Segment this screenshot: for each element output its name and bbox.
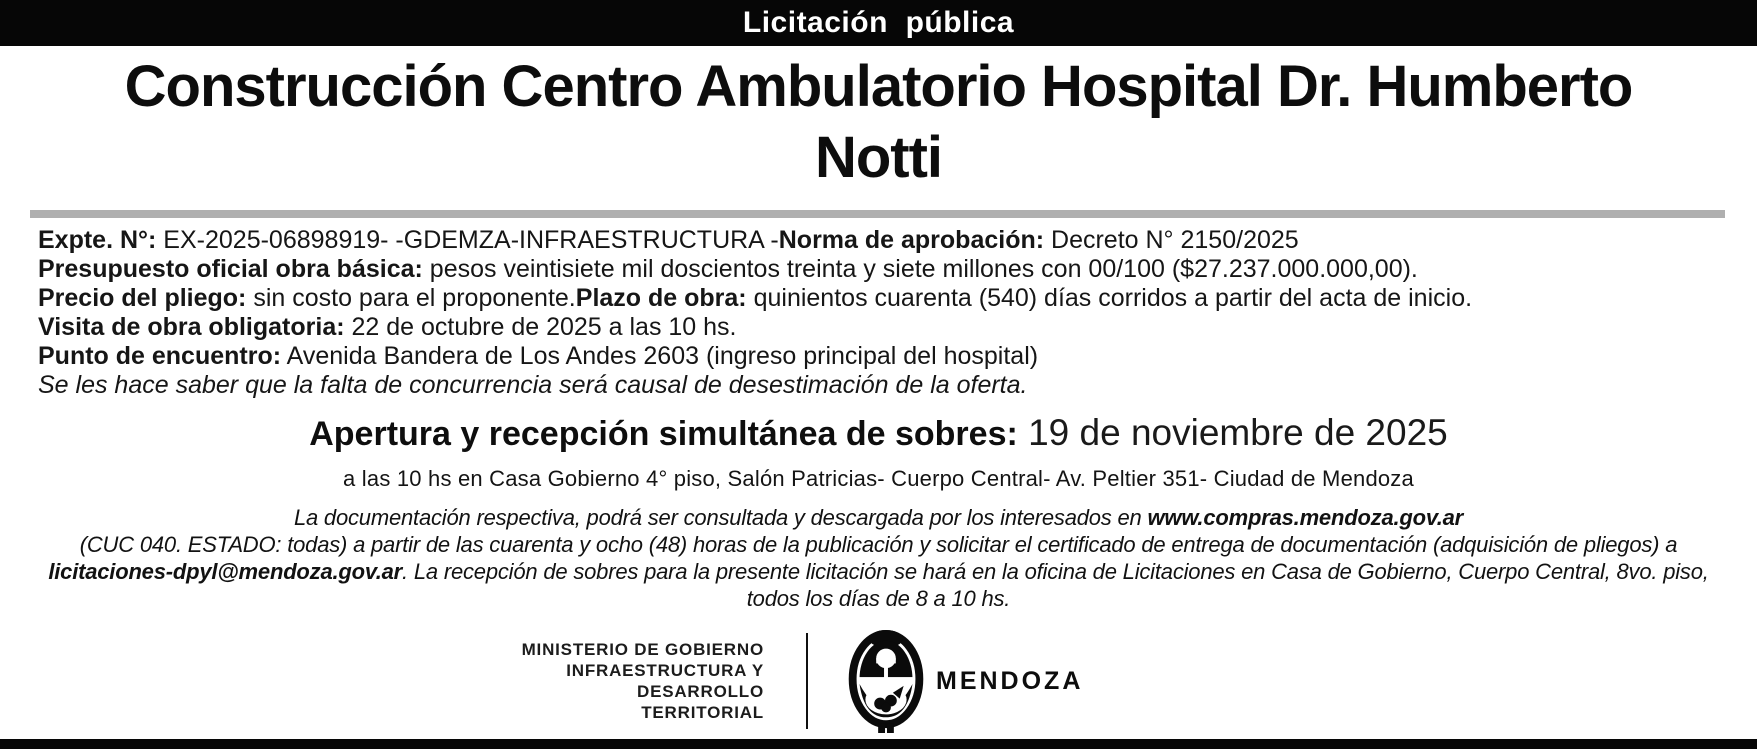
ministry-line-1: MINISTERIO DE GOBIERNO — [521, 640, 764, 659]
aviso-line: Se les hace saber que la falta de concurrencia será causal de desestimación de la oferta. — [38, 370, 1028, 399]
legal-line-4: todos los días de 8 a 10 hs. — [746, 585, 1011, 611]
website-text: www.compras.mendoza.gov.ar — [1147, 504, 1464, 530]
ministry-line-2: INFRAESTRUCTURA Y — [566, 661, 764, 680]
punto-line — [38, 342, 1727, 371]
page-title: Construcción Centro Ambulatorio Hospital Dr. Humberto Notti — [124, 54, 1633, 190]
precio-plazo-line — [38, 284, 1727, 313]
norma-value: Decreto N° 2150/2025 — [1044, 225, 1299, 254]
punto-label: Punto de encuentro: — [38, 341, 282, 370]
legal-line-1 — [0, 504, 1757, 531]
legal-text-1: La documentación respectiva, podrá ser consultada y descargada por los interesados en — [293, 504, 1148, 530]
mendoza-crest-icon — [846, 629, 926, 733]
plazo-value: quinientos cuarenta (540) días corridos a partir del acta de inicio. — [746, 283, 1473, 312]
mendoza-wordmark: MENDOZA — [936, 666, 1084, 695]
opening-date: 19 de noviembre de 2025 — [1017, 411, 1448, 453]
precio-label: Precio del pliego: — [38, 283, 247, 312]
opening-label: Apertura y recepción simultánea de sobres: — [309, 414, 1018, 453]
details-section — [38, 226, 1727, 400]
visita-label: Visita de obra obligatoria: — [38, 312, 345, 341]
footer — [0, 628, 1757, 734]
legal-paragraph — [0, 504, 1757, 612]
banner-label: Licitación pública — [742, 6, 1015, 39]
presupuesto-line — [38, 255, 1727, 284]
legal-line-3 — [0, 558, 1757, 585]
punto-value: Avenida Bandera de Los Andes 2603 (ingreso principal del hospital) — [281, 341, 1039, 370]
visita-value: 22 de octubre de 2025 a las 10 hs. — [344, 312, 737, 341]
expte-label: Expte. N°: — [38, 225, 157, 254]
legal-text-3: . La recepción de sobres para la presente licitación se hará en la oficina de Licitaciones en Casa de Gobierno, Cuerpo Central, 8vo. piso, — [402, 558, 1709, 584]
opening-heading — [0, 410, 1757, 464]
ministry-line-3: DESARROLLO TERRITORIAL — [637, 682, 764, 722]
visita-line — [38, 313, 1727, 342]
bottom-bar — [0, 739, 1757, 749]
divider-rule — [30, 210, 1725, 218]
presupuesto-label: Presupuesto oficial obra básica: — [38, 254, 423, 283]
category-banner — [0, 0, 1757, 46]
email-text: licitaciones-dpyl@mendoza.gov.ar — [48, 558, 403, 584]
expte-line — [38, 226, 1727, 255]
expte-value: EX-2025-06898919- -GDEMZA-INFRAESTRUCTURA - — [156, 225, 779, 254]
plazo-label: Plazo de obra: — [575, 283, 747, 312]
opening-location: a las 10 hs en Casa Gobierno 4° piso, Salón Patricias- Cuerpo Central- Av. Peltier 351- Ciudad de Mendoza — [343, 465, 1414, 491]
norma-label: Norma de aprobación: — [778, 225, 1045, 254]
ministry-name — [520, 639, 764, 723]
precio-value: sin costo para el proponente. — [246, 283, 576, 312]
footer-divider — [806, 633, 808, 729]
presupuesto-value: pesos veintisiete mil doscientos treinta y siete millones con 00/100 ($27.237.000.000,00). — [422, 254, 1418, 283]
legal-line-2: (CUC 040. ESTADO: todas) a partir de las cuarenta y ocho (48) horas de la publicación y solicitar el certificado de entrega de documentación (adquisición de pliegos) a — [79, 531, 1678, 557]
